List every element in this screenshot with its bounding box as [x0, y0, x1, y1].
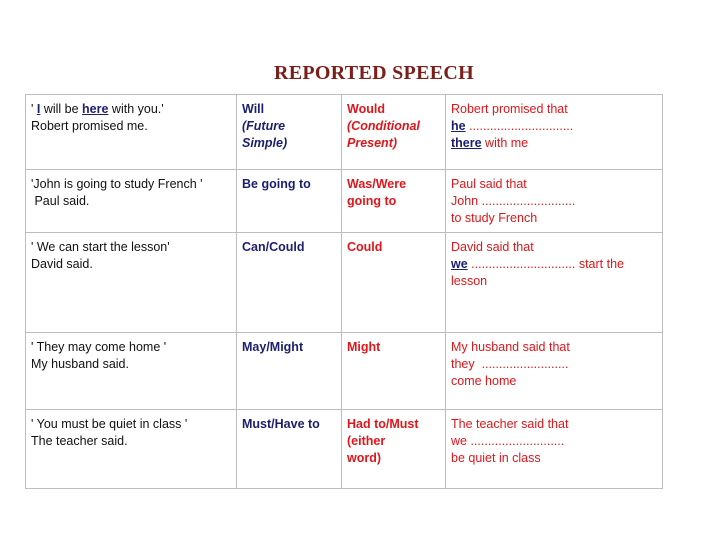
- reported-tense-text: word): [347, 451, 382, 465]
- reported-tense-cell: [342, 170, 446, 233]
- table-row: [26, 233, 663, 333]
- tense-text: May/Might: [242, 340, 304, 354]
- reported-text: to study French: [451, 211, 538, 225]
- page-title: REPORTED SPEECH: [274, 62, 474, 84]
- reported-text: they .........................: [451, 357, 569, 371]
- reported-tense-text: Had to/Must: [347, 417, 419, 431]
- direct-speech-cell: [26, 333, 237, 410]
- reported-text: we ...........................: [451, 434, 565, 448]
- table-row: [26, 333, 663, 410]
- reported-text: be quiet in class: [451, 451, 541, 465]
- reported-tense-cell: [342, 333, 446, 410]
- reported-speech-cell: [446, 333, 663, 410]
- tense-cell: [237, 410, 342, 489]
- reported-tense-cell: [342, 95, 446, 170]
- reported-text: ..............................: [465, 119, 574, 133]
- tense-cell: [237, 333, 342, 410]
- reported-tense-text: Could: [347, 240, 383, 254]
- direct-text: ' You must be quiet in class ': [31, 417, 188, 431]
- table-row: [26, 170, 663, 233]
- direct-text: ' They may come home ': [31, 340, 167, 354]
- direct-speech-cell: [26, 410, 237, 489]
- reported-text: with me: [481, 136, 529, 150]
- tense-text: Must/Have to: [242, 417, 320, 431]
- reported-tense-text: (Conditional: [347, 119, 420, 133]
- direct-speech-cell: [26, 233, 237, 333]
- keyword-pronoun: we: [451, 257, 468, 271]
- reported-text: My husband said that: [451, 340, 570, 354]
- reported-tense-text: going to: [347, 194, 397, 208]
- reported-speech-cell: [446, 170, 663, 233]
- reported-speech-cell: [446, 233, 663, 333]
- reported-tense-text: Was/Were: [347, 177, 407, 191]
- tense-text: Be going to: [242, 177, 311, 191]
- reported-tense-text: Present): [347, 136, 398, 150]
- tense-text: (Future: [242, 119, 286, 133]
- reported-speech-cell: [446, 410, 663, 489]
- reported-tense-cell: [342, 233, 446, 333]
- tense-cell: [237, 170, 342, 233]
- tense-text: Simple): [242, 136, 288, 150]
- reported-tense-cell: [342, 410, 446, 489]
- reported-text: Paul said that: [451, 177, 527, 191]
- reported-speech-table: [25, 94, 663, 489]
- table-row: [26, 95, 663, 170]
- speaker-text: Paul said.: [31, 194, 90, 208]
- speaker-text: David said.: [31, 257, 93, 271]
- tense-text: Can/Could: [242, 240, 305, 254]
- tense-cell: [237, 95, 342, 170]
- speaker-text: The teacher said.: [31, 434, 128, 448]
- reported-text: .............................. start the lesson: [451, 257, 624, 288]
- direct-speech-cell: [26, 170, 237, 233]
- direct-text: will be: [40, 102, 83, 116]
- direct-text: with you.': [108, 102, 164, 116]
- reported-text: Robert promised that: [451, 102, 568, 116]
- reported-text: David said that: [451, 240, 534, 254]
- table-row: [26, 410, 663, 489]
- reported-tense-text: Would: [347, 102, 385, 116]
- keyword-pronoun: I: [36, 102, 41, 116]
- reported-text: come home: [451, 374, 517, 388]
- reported-speech-cell: [446, 95, 663, 170]
- direct-text: 'John is going to study French ': [31, 177, 203, 191]
- speaker-text: Robert promised me.: [31, 119, 148, 133]
- keyword-pronoun: he: [451, 119, 466, 133]
- direct-text: ': [31, 102, 37, 116]
- tense-text: Will: [242, 102, 265, 116]
- direct-speech-cell: [26, 95, 237, 170]
- reported-tense-text: (either: [347, 434, 386, 448]
- keyword-place: here: [82, 102, 109, 116]
- speaker-text: My husband said.: [31, 357, 129, 371]
- keyword-place: there: [451, 136, 482, 150]
- direct-text: ' We can start the lesson': [31, 240, 170, 254]
- reported-text: The teacher said that: [451, 417, 569, 431]
- reported-text: John ...........................: [451, 194, 576, 208]
- tense-cell: [237, 233, 342, 333]
- reported-tense-text: Might: [347, 340, 381, 354]
